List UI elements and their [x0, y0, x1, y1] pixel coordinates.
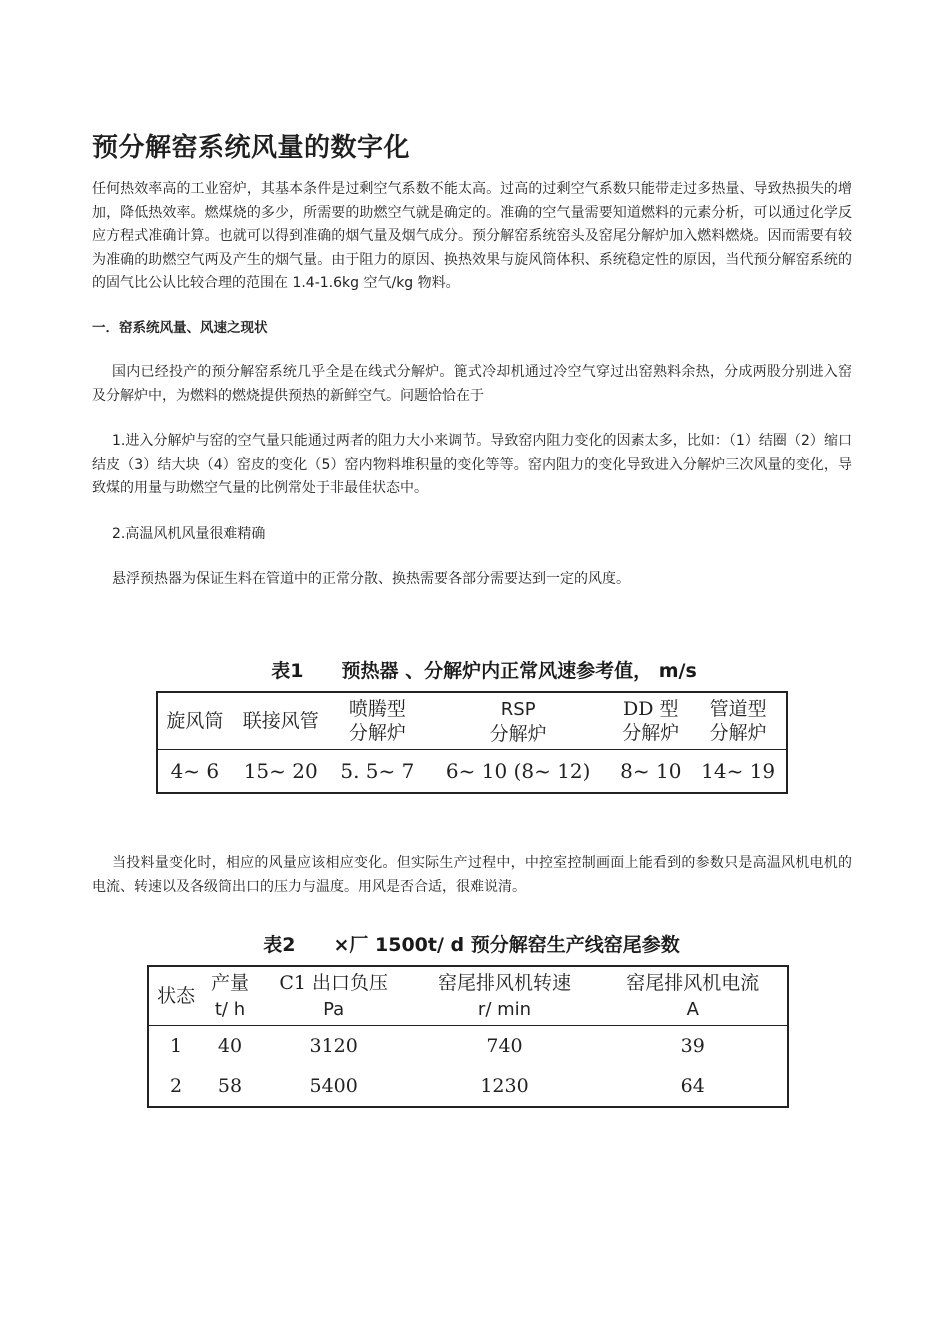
document-body	[92, 128, 852, 614]
table-2	[147, 965, 789, 1108]
page-title: 预分解窑系统风量的数字化	[92, 133, 411, 163]
document-body-continued	[92, 852, 852, 899]
table-2-caption: 表2 ×厂 1500t/ d 预分解窑生产线窑尾参数	[263, 934, 680, 956]
table-1-header: 管道型 分解炉	[690, 692, 787, 750]
table-row: 4~ 6 15~ 20 5. 5~ 7 6~ 10 (8~ 12) 8~ 10 14~ 19	[170, 759, 776, 783]
table-1-header: 旋风筒	[157, 692, 232, 750]
table-1-caption: 表1 预热器 、分解炉内正常风速参考值， m/s	[271, 660, 697, 682]
paragraph-4: 悬浮预热器为保证生料在管道中的正常分散、换热需要各部分需要达到一定的风度。	[112, 571, 630, 587]
table-1-header: 喷腾型 分解炉	[330, 692, 425, 750]
table-2-figure	[147, 930, 792, 1108]
table-1	[156, 691, 788, 794]
table-1-header: DD 型 分解炉	[611, 692, 690, 750]
table-2-header: 状态	[148, 966, 203, 1026]
table-2-header: 产量 t/ h	[203, 966, 257, 1026]
table-row: 2 58 5400 1230 64	[170, 1075, 705, 1097]
table-1-header: RSP 分解炉	[425, 692, 611, 750]
paragraph-1: 国内已经投产的预分解窑系统几乎全是在线式分解炉。篦式冷却机通过冷空气穿过出窑熟料余热，分成两股分别进入窑及分解炉中，为燃料的燃烧提供预热的新鲜空气。问题恰恰在于	[92, 364, 852, 404]
table-row: 1 40 3120 740 39	[170, 1035, 705, 1057]
table-1-header: 联接风管	[232, 692, 330, 750]
table-1-figure	[156, 656, 792, 794]
section-heading: 一．窑系统风量、风速之现状	[92, 319, 268, 336]
paragraph-2: 1.进入分解炉与窑的空气量只能通过两者的阻力大小来调节。导致窑内阻力变化的因素太多，比如：（1）结圈（2）缩口结皮（3）结大块（4）窑皮的变化（5）窑内物料堆积量的变化等等。窑内阻力的变化导致进入分解炉三次风量的变化，导致煤的用量与助燃空气量的比例常处于非最佳状态中。	[92, 433, 852, 496]
paragraph-5: 当投料量变化时，相应的风量应该相应变化。但实际生产过程中，中控室控制画面上能看到的参数只是高温风机电机的电流、转速以及各级筒出口的压力与温度。用风是否合适，很难说清。	[92, 855, 852, 895]
table-2-header: C1 出口负压 Pa	[257, 966, 411, 1026]
table-2-header: 窑尾排风机转速 r/ min	[410, 966, 598, 1026]
table-2-header: 窑尾排风机电流 A	[599, 966, 788, 1026]
paragraph-3: 2.高温风机风量很难精确	[112, 525, 266, 542]
intro-paragraph: 任何热效率高的工业窑炉，其基本条件是过剩空气系数不能太高。过高的过剩空气系数只能带走过多热量、导致热损失的增加，降低热效率。燃煤烧的多少，所需要的助燃空气就是确定的。准确的空气量需要知道燃料的元素分析，可以通过化学反应方程式准确计算。也就可以得到准确的烟气量及烟气成分。预分解窑系统窑头及窑尾分解炉加入燃料燃烧。因而需要有较为准确的助燃空气两及产生的烟气量。由于阻力的原因、换热效果与旋风筒体积、系统稳定性的原因，当代预分解窑系统的的固气比公认比较合理的范围在 1.4-1.6kg 空气/kg 物料。	[92, 181, 852, 291]
